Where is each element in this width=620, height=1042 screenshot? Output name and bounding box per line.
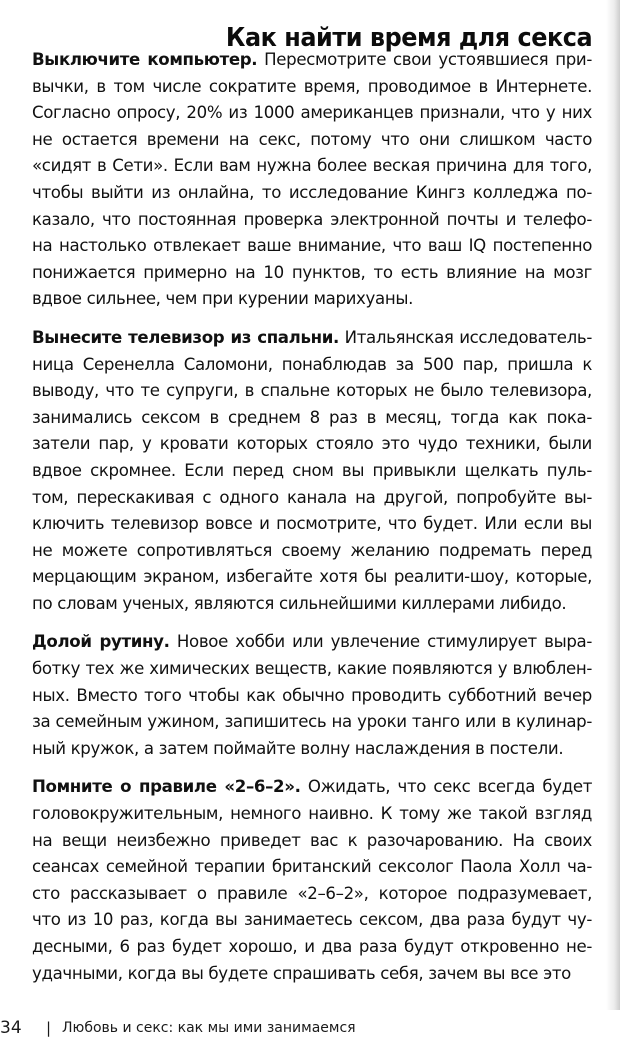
text-line — [32, 431, 592, 458]
line-text: сто рассказывает о правиле «2–6–2», которое подразумевает, — [32, 883, 592, 903]
line-text: головокружительным, немного наивно. К тому же такой взгляд — [32, 804, 592, 824]
line-text: чтобы выйти из онлайна, то исследование Кингз колледжа по- — [32, 182, 592, 202]
line-text: выводу, что те супруги, в спальне которых не было телевизора, — [32, 381, 592, 401]
line-text: за семейным ужином, запишитесь на уроки танго или в кулинар- — [32, 712, 592, 732]
paragraph — [32, 774, 592, 987]
text-line — [32, 153, 592, 180]
line-text: Ожидать, что секс всегда будет — [300, 777, 593, 797]
line-text: сеансах семейной терапии британский сексолог Паола Холл ча- — [32, 857, 592, 877]
paragraph-lead: Выключите компьютер. — [32, 50, 258, 69]
text-line — [32, 591, 592, 618]
text-line — [32, 907, 592, 934]
text-line — [32, 961, 592, 988]
text-line — [32, 207, 592, 234]
page-number: 34 — [0, 1018, 22, 1038]
text-line — [32, 511, 592, 538]
text-line — [32, 458, 592, 485]
paragraph — [32, 629, 592, 762]
text-line — [32, 538, 592, 565]
text-line — [32, 828, 592, 855]
text-line — [32, 47, 592, 74]
line-text: ница Серенелла Саломони, понаблюдав за 500 пар, пришла к — [32, 354, 592, 374]
line-text: казало, что постоянная проверка электронной почты и телефо- — [32, 209, 592, 229]
text-line — [32, 656, 592, 683]
text-line — [32, 854, 592, 881]
text-line — [32, 774, 592, 801]
footer-separator: | — [46, 1019, 52, 1037]
text-line — [32, 801, 592, 828]
line-text: на настолько отвлекает ваше внимание, что ваш IQ постепенно — [32, 236, 592, 256]
text-line — [32, 233, 592, 260]
paragraph-lead: Помните о правиле «2–6–2». — [32, 777, 301, 797]
page-edge-shadow — [606, 0, 620, 1010]
line-text: Согласно опросу, 20% из 1000 американцев признали, что у них — [32, 103, 592, 123]
line-text: вдвое скромнее. Если перед сном вы привыкли щелкать пуль- — [32, 460, 592, 480]
text-line — [32, 286, 592, 313]
text-line — [32, 260, 592, 287]
line-text: занимались сексом в среднем 8 раз в месяц, тогда как пока- — [32, 407, 592, 427]
text-line — [32, 881, 592, 908]
text-line — [32, 405, 592, 432]
running-title: Любовь и секс: как мы ими занимаемся — [62, 1020, 356, 1036]
line-text: десными, 6 раз будет хорошо, и два раза будут откровенно не- — [32, 937, 592, 956]
line-text: удачными, когда вы будете спрашивать себя, зачем вы все это — [32, 963, 571, 983]
text-line — [32, 127, 592, 154]
text-line — [32, 378, 592, 405]
page-title: Как найти время для секса — [225, 23, 592, 54]
text-line — [32, 352, 592, 379]
line-text: по словам ученых, являются сильнейшими киллерами либидо. — [32, 593, 567, 613]
text-line — [32, 629, 592, 656]
line-text: Итальянская исследователь- — [338, 327, 592, 347]
text-line — [32, 564, 592, 591]
line-text: на вещи неизбежно приведет вас к разочарованию. На своих — [32, 830, 592, 850]
line-text: ключить телевизор вовсе и посмотрите, что будет. Или если вы — [32, 514, 592, 534]
line-text: вдвое сильнее, чем при курении марихуаны. — [32, 289, 413, 309]
line-text: вычки, в том числе сократите время, проводимое в Интернете. — [32, 76, 592, 96]
line-text: что из 10 раз, когда вы занимаетесь сексом, два раза будут чу- — [32, 910, 592, 930]
line-text: мерцающим экраном, избегайте хотя бы реалити-шоу, которые, — [32, 567, 592, 587]
text-line — [32, 100, 592, 127]
paragraph-lead: Долой рутину. — [32, 632, 170, 652]
page-footer — [0, 1016, 600, 1040]
text-line — [32, 709, 592, 736]
line-text: ный кружок, а затем поймайте волну наслаждения в постели. — [32, 738, 564, 758]
line-text: не можете сопротивляться своему желанию подремать перед — [32, 540, 592, 560]
text-line — [32, 736, 592, 763]
line-text: Новое хобби или увлечение стимулирует выра- — [169, 632, 592, 652]
line-text: понижается примерно на 10 пунктов, то есть влияние на мозг — [32, 262, 592, 282]
text-line — [32, 325, 592, 352]
article-body — [32, 47, 592, 999]
text-line — [32, 180, 592, 207]
paragraph — [32, 325, 592, 618]
text-line — [32, 74, 592, 101]
paragraph — [32, 47, 592, 313]
text-line — [32, 683, 592, 710]
line-text: ных. Вместо того чтобы как обычно проводить субботний вечер — [32, 685, 592, 705]
line-text: «сидят в Сети». Если вам нужна более веская причина для того, — [32, 156, 592, 176]
text-line — [32, 934, 592, 961]
paragraph-lead: Вынесите телевизор из спальни. — [32, 327, 339, 347]
text-line — [32, 485, 592, 512]
line-text: затели пар, у кровати которых стояло это чудо техники, были — [32, 434, 592, 454]
line-text: ботку тех же химических веществ, какие появляются у влюблен- — [32, 659, 592, 679]
line-text: Пересмотрите свои устоявшиеся при- — [257, 50, 592, 69]
line-text: том, перескакивая с одного канала на другой, попробуйте вы- — [32, 487, 592, 507]
line-text: не остается времени на секс, потому что они слишком часто — [32, 129, 592, 149]
